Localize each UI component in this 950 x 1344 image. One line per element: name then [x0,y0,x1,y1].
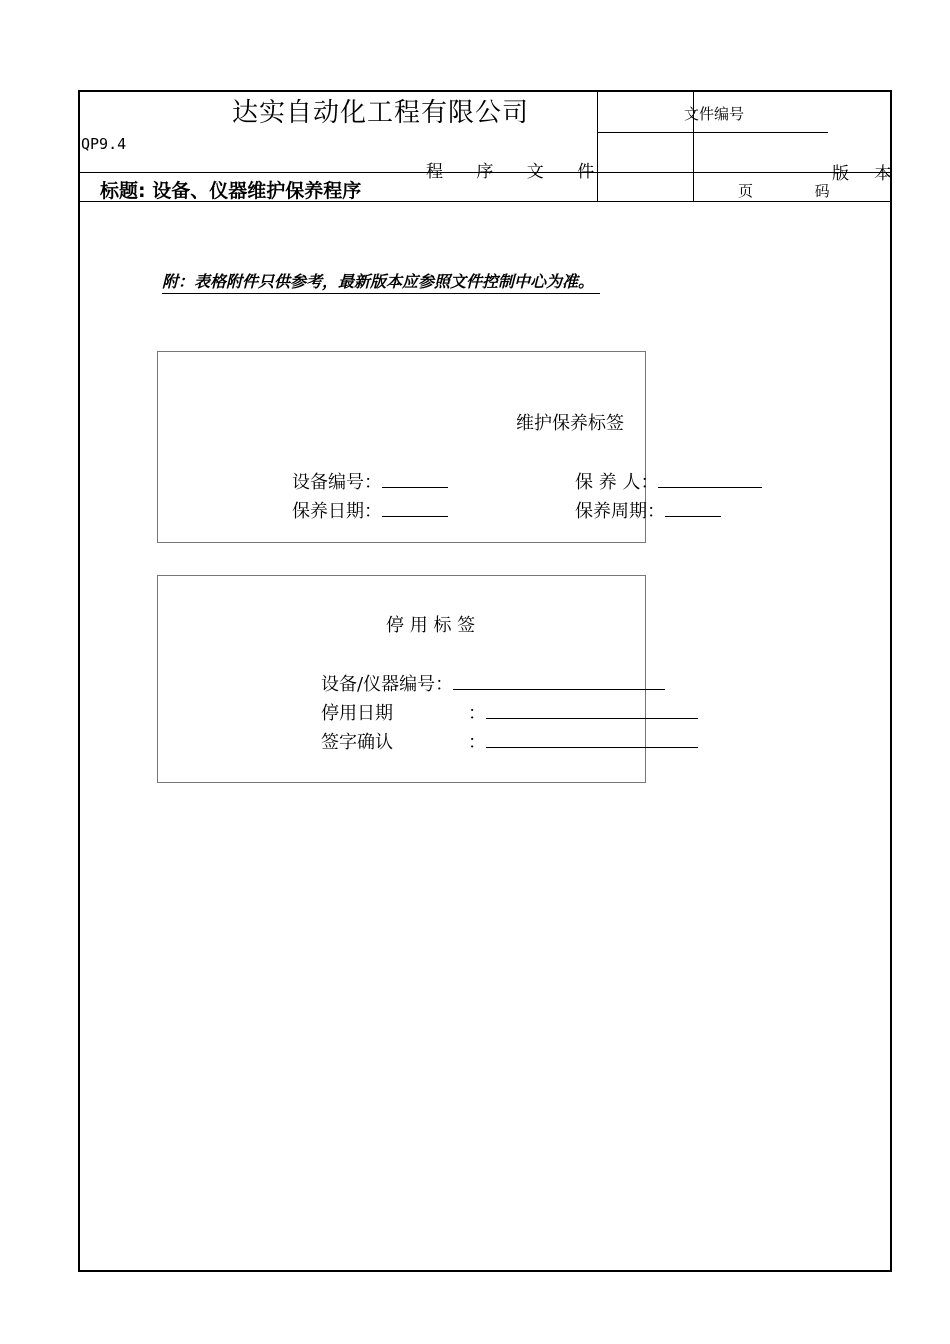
edition-label: 版 本 [832,164,902,184]
maintainer-label: 保 养 人： [575,472,659,493]
document-number-label: 文件编号 [684,105,745,123]
maintenance-date-blank [382,498,448,517]
disable-date-colon: ： [468,703,486,724]
disable-equipment-number-blank [453,671,665,690]
reference-note: 附：表格附件只供参考，最新版本应参照文件控制中心为准。 [162,269,600,294]
signature-label: 签字确认 [321,732,393,753]
maintenance-date-label: 保养日期： [292,501,382,522]
disable-date-label: 停用日期 [321,703,393,724]
disable-equipment-number-label: 设备/仪器编号： [321,674,454,695]
page-label [738,180,830,201]
signature-colon: ： [468,732,486,753]
disable-label-title: 停 用 标 签 [386,615,476,636]
equipment-number-blank [382,469,448,488]
signature-field [468,728,698,754]
document-title: 标题: 设备、仪器维护保养程序 [100,180,362,202]
equipment-number-field [292,468,448,494]
document-type: 程 序 文 件 [426,162,609,182]
maintainer-blank [658,469,762,488]
maintainer-field [575,468,762,494]
disable-date-blank [486,700,698,719]
maintenance-cycle-field [575,497,721,523]
document-code: QP9.4 [81,135,127,153]
disable-equipment-number-field [321,670,665,696]
page-label-char-1: 页 [738,182,754,200]
maintenance-cycle-label: 保养周期： [575,501,665,522]
page-label-char-2: 码 [814,182,830,200]
signature-blank [486,729,698,748]
company-name: 达实自动化工程有限公司 [232,98,530,128]
maintenance-cycle-blank [665,498,721,517]
maintenance-date-field [292,497,448,523]
header-rule-doc-no [597,132,828,133]
maintenance-label-title: 维护保养标签 [516,413,624,434]
header-divider-1 [597,91,598,201]
disable-date-field [468,699,698,725]
equipment-number-label: 设备编号： [292,472,382,493]
